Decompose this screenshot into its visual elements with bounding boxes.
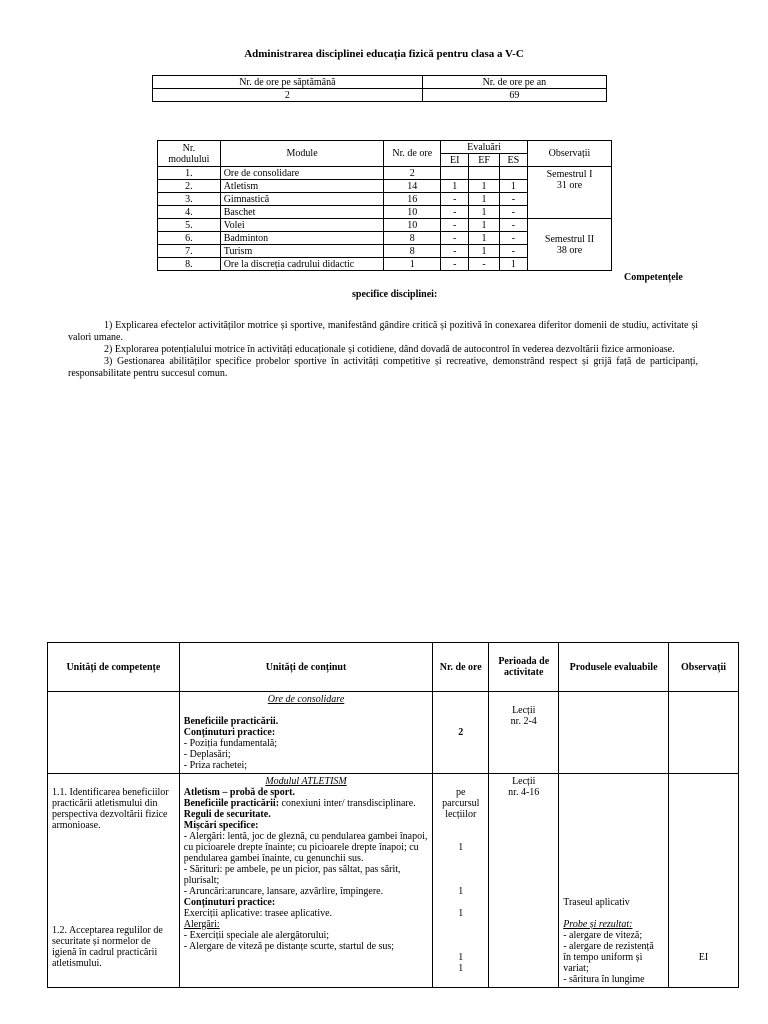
list-item: - alergare de rezistență în tempo uniform și variat; [563, 941, 654, 974]
list-item: - alergare de viteză; [563, 930, 643, 941]
module-ef: - [469, 258, 499, 271]
module-nr: 1. [158, 167, 221, 180]
module-hours: 2 [384, 167, 441, 180]
row2-ore [433, 774, 489, 988]
row1-perioada [489, 692, 559, 774]
units-header-produse: Produsele evaluabile [559, 643, 669, 692]
row2-aruncari: - Aruncări:aruncare, lansare, azvârlire, împingere. [183, 886, 384, 897]
competenta-1: 1) Explicarea efectelor activităților motrice și sportive, manifestând gândire critică și pozitivă în conexarea diferitor domenii de studiu, activitate și valori umane. [68, 320, 698, 343]
module-hours: 8 [384, 245, 441, 258]
row2-ore-text: pe parcursul lecțiilor [442, 787, 480, 820]
row2-miscari: Mișcări specifice: [183, 820, 259, 831]
list-item: - Deplasări; [183, 749, 231, 760]
row2-sarituri: - Sărituri: pe ambele, pe un picior, pas săltat, pas sărit, plurisalt; [183, 864, 401, 886]
competente-heading-part1: Competențele [624, 272, 683, 283]
row2-observatii [669, 774, 739, 988]
row2-traseu: Traseul aplicativ [563, 897, 630, 908]
table-row [48, 692, 739, 774]
row2-beneficii-label: Beneficiile practicării: [183, 798, 280, 809]
hours-table [152, 75, 607, 102]
modules-header-eval: Evaluări [441, 141, 528, 154]
row1-perioada-label: Lecții [512, 705, 536, 716]
module-name: Badminton [220, 232, 384, 245]
module-ef: 1 [469, 219, 499, 232]
modules-header-nr: Nr. modulului [158, 141, 221, 167]
module-hours: 10 [384, 219, 441, 232]
row2-perioada-range: nr. 4-16 [508, 787, 540, 798]
units-header-competente: Unități de competențe [48, 643, 180, 692]
module-nr: 4. [158, 206, 221, 219]
row2-section-title: Modulul ATLETISM [265, 776, 347, 787]
hours-value-week: 2 [153, 89, 423, 102]
module-hours: 16 [384, 193, 441, 206]
module-ei: 1 [441, 180, 469, 193]
module-name: Volei [220, 219, 384, 232]
hours-header-year: Nr. de ore pe an [422, 76, 606, 89]
module-nr: 3. [158, 193, 221, 206]
row2-produse [559, 774, 669, 988]
modules-header-module: Module [220, 141, 384, 167]
competente-list [68, 320, 698, 380]
row2-ore-4: 1 [458, 952, 464, 963]
semester-1-name: Semestrul I [546, 169, 593, 180]
row2-alergare-viteza: - Alergare de viteză pe distanțe scurte, startul de sus; [183, 941, 395, 952]
row2-competente [48, 774, 180, 988]
competenta-1-2: 1.2. Acceptarea regulilor de securitate și normelor de igienă în cadrul practicării atletismului. [52, 925, 163, 969]
table-row [158, 167, 612, 180]
row1-produse [559, 692, 669, 774]
row2-atletism: Atletism – probă de sport. [183, 787, 295, 798]
module-ei: - [441, 193, 469, 206]
modules-table [157, 140, 612, 271]
units-table [47, 642, 739, 988]
module-nr: 5. [158, 219, 221, 232]
row2-ore-5: 1 [458, 963, 464, 974]
row2-ore-3: 1 [458, 908, 464, 919]
module-es: - [499, 245, 527, 258]
row2-perioada [489, 774, 559, 988]
units-header-continut: Unități de conținut [179, 643, 433, 692]
modules-header-hours: Nr. de ore [384, 141, 441, 167]
module-name: Gimnastică [220, 193, 384, 206]
module-es: - [499, 193, 527, 206]
row2-exercitii: Exerciții aplicative: trasee aplicative. [183, 908, 333, 919]
module-es [499, 167, 527, 180]
competenta-1-1: 1.1. Identificarea beneficiilor practicării atletismului din perspectiva dezvoltării fizice armonioase. [52, 787, 169, 831]
table-row [48, 774, 739, 988]
module-hours: 8 [384, 232, 441, 245]
modules-header-es: ES [499, 154, 527, 167]
list-item: - Priza rachetei; [183, 760, 248, 771]
row1-competente [48, 692, 180, 774]
row2-perioada-label: Lecții [512, 776, 536, 787]
list-item: - săritura în lungime [563, 974, 645, 985]
module-name: Ore la discreția cadrului didactic [220, 258, 384, 271]
modules-header-ei: EI [441, 154, 469, 167]
module-ei: - [441, 232, 469, 245]
module-ei: - [441, 258, 469, 271]
module-name: Ore de consolidare [220, 167, 384, 180]
hours-value-year: 69 [422, 89, 606, 102]
module-ei [441, 167, 469, 180]
competenta-2: 2) Explorarea potențialului motrice în activități educaționale și cotidiene, dând dovadă de autocontrol în vederea dezvoltării fizice armonioase. [104, 344, 675, 355]
row2-ore-1: 1 [458, 842, 464, 853]
competente-heading-part2: specifice disciplinei: [352, 289, 438, 300]
semester-1-note [528, 167, 612, 219]
module-nr: 2. [158, 180, 221, 193]
row2-ex-speciale: - Exerciții speciale ale alergătorului; [183, 930, 330, 941]
module-ef: 1 [469, 206, 499, 219]
competenta-3: 3) Gestionarea abilităților specifice probelor sportive în activități competitive și recreative, demonstrând respect și grijă față de participanți, responsabilitate pentru succesul comun. [68, 356, 698, 379]
module-hours: 10 [384, 206, 441, 219]
module-ei: - [441, 219, 469, 232]
module-nr: 6. [158, 232, 221, 245]
list-item: - Poziția fundamentală; [183, 738, 278, 749]
module-es: - [499, 206, 527, 219]
semester-1-hours: 31 ore [556, 180, 583, 191]
module-ei: - [441, 245, 469, 258]
modules-header-obs: Observații [528, 141, 612, 167]
module-es: - [499, 232, 527, 245]
row2-reguli: Reguli de securitate. [183, 809, 271, 820]
module-hours: 1 [384, 258, 441, 271]
semester-2-name: Semestrul II [544, 233, 595, 245]
module-nr: 7. [158, 245, 221, 258]
page-title: Administrarea disciplinei educația fizică pentru clasa a V-C [244, 48, 524, 60]
units-header-observatii: Observații [669, 643, 739, 692]
module-ef: 1 [469, 232, 499, 245]
row1-beneficii: Beneficiile practicării. [183, 716, 279, 727]
row2-probe: Probe și rezultat: [563, 919, 633, 930]
modules-header-ef: EF [469, 154, 499, 167]
row2-ore-2: 1 [458, 886, 464, 897]
row1-ore: 2 [433, 692, 489, 774]
row1-observatii [669, 692, 739, 774]
row1-continut [179, 692, 433, 774]
row2-continuturi: Conținuturi practice: [183, 897, 276, 908]
module-ef: 1 [469, 245, 499, 258]
semester-2-hours: 38 ore [556, 244, 583, 256]
hours-header-week: Nr. de ore pe săptămână [153, 76, 423, 89]
module-ei: - [441, 206, 469, 219]
module-ef [469, 167, 499, 180]
module-name: Baschet [220, 206, 384, 219]
module-es: 1 [499, 180, 527, 193]
module-ef: 1 [469, 180, 499, 193]
module-es: 1 [499, 258, 527, 271]
units-header-ore: Nr. de ore [433, 643, 489, 692]
row1-perioada-range: nr. 2-4 [510, 716, 537, 727]
row1-section-title: Ore de consolidare [267, 694, 345, 705]
table-row [158, 219, 612, 232]
row2-beneficii-text: conexiuni inter/ transdisciplinare. [279, 798, 416, 809]
row2-observatii-value: EI [698, 952, 709, 963]
module-nr: 8. [158, 258, 221, 271]
module-name: Turism [220, 245, 384, 258]
module-ef: 1 [469, 193, 499, 206]
row2-alergari: - Alergări: lentă, joc de gleznă, cu pendularea gambei înapoi, cu picioarele drepte înainte; cu picioarele drepte înapoi; cu pendularea gambei înainte, cu genunchii sus. [183, 831, 428, 864]
row2-continut [179, 774, 433, 988]
row1-continuturi: Conținuturi practice: [183, 727, 276, 738]
module-es: - [499, 219, 527, 232]
semester-2-note [528, 219, 612, 271]
module-name: Atletism [220, 180, 384, 193]
module-hours: 14 [384, 180, 441, 193]
units-header-perioada: Perioada de activitate [489, 643, 559, 692]
row2-alergari-sub: Alergări: [183, 919, 220, 930]
